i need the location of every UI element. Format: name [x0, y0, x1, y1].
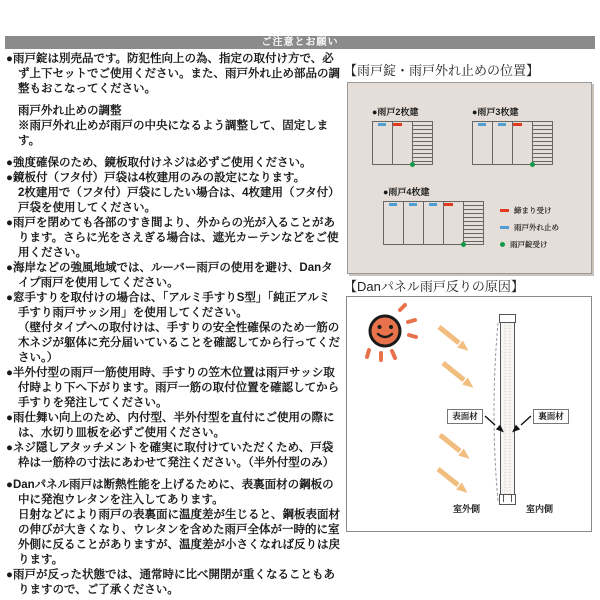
shutter-pocket: [412, 121, 433, 165]
legend-label: 雨戸外れ止め: [514, 223, 559, 232]
note-item: ※雨戸外れ止めが雨戸の中央になるよう調整して、固定します。: [18, 120, 329, 147]
lock-marker: [530, 162, 535, 167]
warp-diagram-title: 【Danパネル雨戸反りの原因】: [344, 279, 524, 294]
front-material-label: 表面材: [447, 409, 483, 424]
stopper-marker: [389, 203, 397, 206]
outdoor-side-label: 室外側: [453, 504, 481, 514]
note-item: ●ネジ隠しアタッチメントを確実に取付けていただくため、戸袋枠は一筋枠の寸法にあわせて発注ください。（半外付型のみ）: [6, 442, 335, 469]
stopper-marker: [429, 203, 437, 206]
legend-item-lock: [500, 239, 559, 250]
note-item: 2枚建用で（フタ付）戸袋にしたい場合は、4枚建用（フタ付）戸袋を使用してください。: [18, 187, 340, 214]
latch-marker: [513, 123, 522, 126]
shutter-panel: [492, 121, 513, 165]
marker-legend: [500, 205, 559, 256]
shutter-panel-drawing: [494, 315, 516, 505]
legend-label: 締まり受け: [514, 206, 552, 215]
shutter-panel: [512, 121, 533, 165]
note-item: 雨戸外れ止めの調整: [18, 105, 122, 117]
sun-icon: [367, 305, 416, 360]
warp-diagram-box: [346, 296, 592, 532]
note-item: ●海岸などの強風地域では、ルーバー雨戸の使用を避け、Danタイプ雨戸を使用してください。: [6, 262, 333, 289]
notes-list: [6, 52, 341, 598]
latch-marker: [444, 203, 453, 206]
position-diagram-box: [347, 82, 592, 274]
note-item: ●雨戸錠は別売品です。防犯性向上の為、指定の取付け方で、必ず上下セットでご使用ください。また、雨戸外れ止め部品の調整もおこなってください。: [6, 53, 340, 95]
note-item: ●雨戸を閉めても各部のすき間より、外からの光が入ることがあります。さらに光をさえぎる場合は、遮光カーテンなどをご使用ください。: [6, 217, 339, 259]
shutter-4panel-diagram: [383, 185, 484, 245]
shutter-pocket: [463, 201, 484, 245]
shutter-3panel-drawing: [472, 121, 553, 165]
shutter-3panel-label: ●雨戸3枚建: [472, 107, 519, 117]
note-item: ●強度確保のため、鏡板取付けネジは必ずご使用ください。: [6, 157, 312, 169]
shutter-2panel-diagram: [372, 105, 433, 165]
shutter-panel: [403, 201, 424, 245]
note-item: ●Danパネル雨戸は断熱性能を上げるために、表裏面材の鋼板の中に発泡ウレタンを注入してあります。: [6, 479, 334, 506]
shutter-panel: [443, 201, 464, 245]
shutter-4panel-drawing: [383, 201, 484, 245]
stopper-marker: [378, 123, 386, 126]
notice-header-bar: ご注意とお願い: [5, 36, 595, 49]
shutter-3panel-diagram: [472, 105, 553, 165]
shutter-2panel-label: ●雨戸2枚建: [372, 107, 419, 117]
stopper-marker: [498, 123, 506, 126]
back-material-label: 裏面材: [533, 409, 569, 424]
green-dot-icon: [500, 242, 505, 247]
stopper-marker: [478, 123, 486, 126]
legend-label: 雨戸錠受け: [510, 240, 548, 249]
shutter-panel: [423, 201, 444, 245]
legend-item-latch: [500, 205, 559, 216]
lock-marker: [461, 242, 466, 247]
shutter-panel: [372, 121, 393, 165]
shutter-pocket: [532, 121, 553, 165]
blue-dash-icon: [500, 226, 509, 229]
note-item: ●半外付型の雨戸一筋使用時、手すりの笠木位置は雨戸サッシ取付時より下へ下がります。雨戸一筋の取付位置を確認してから手すりを発注してください。: [6, 367, 340, 409]
shutter-panel: [472, 121, 493, 165]
note-item: 日射などにより雨戸の表裏面に温度差が生じると、鋼板表面材の伸びが大きくなり、ウレタンを含めた雨戸全体が一時的に室外側に反ることがありますが、温度差が小さくなれば反りは戻ります。: [18, 509, 340, 566]
shutter-2panel-drawing: [372, 121, 433, 165]
stopper-marker: [409, 203, 417, 206]
legend-item-stopper: [500, 222, 559, 233]
note-item: ●雨戸が反った状態では、通常時に比べ開閉が重くなることもありますので、ご了承ください。: [6, 569, 335, 596]
red-dash-icon: [500, 209, 509, 212]
note-item: （壁付タイプへの取付けは、手すりの安全性確保のため一筋の木ネジが躯体に充分届いていることを確認してから行ってください。）: [18, 322, 340, 364]
position-diagram-title: 【雨戸錠・雨戸外れ止めの位置】: [344, 63, 540, 78]
latch-marker: [393, 123, 402, 126]
note-item: ●窓手すりを取付けの場合は、「アルミ手すりS型」「純正アルミ手すり雨戸サッシ用」を使用してください。: [6, 292, 331, 319]
note-item: ●雨仕舞い向上のため、内付型、半外付型を直付にご使用の際には、水切り皿板を必ずご使用ください。: [6, 412, 335, 439]
indoor-side-label: 室内側: [526, 504, 554, 514]
note-item: ●鏡板付（フタ付）戸袋は4枚建用のみの設定になります。: [6, 172, 306, 184]
shutter-panel: [383, 201, 404, 245]
shutter-4panel-label: ●雨戸4枚建: [383, 187, 430, 197]
shutter-panel: [392, 121, 413, 165]
lock-marker: [410, 162, 415, 167]
